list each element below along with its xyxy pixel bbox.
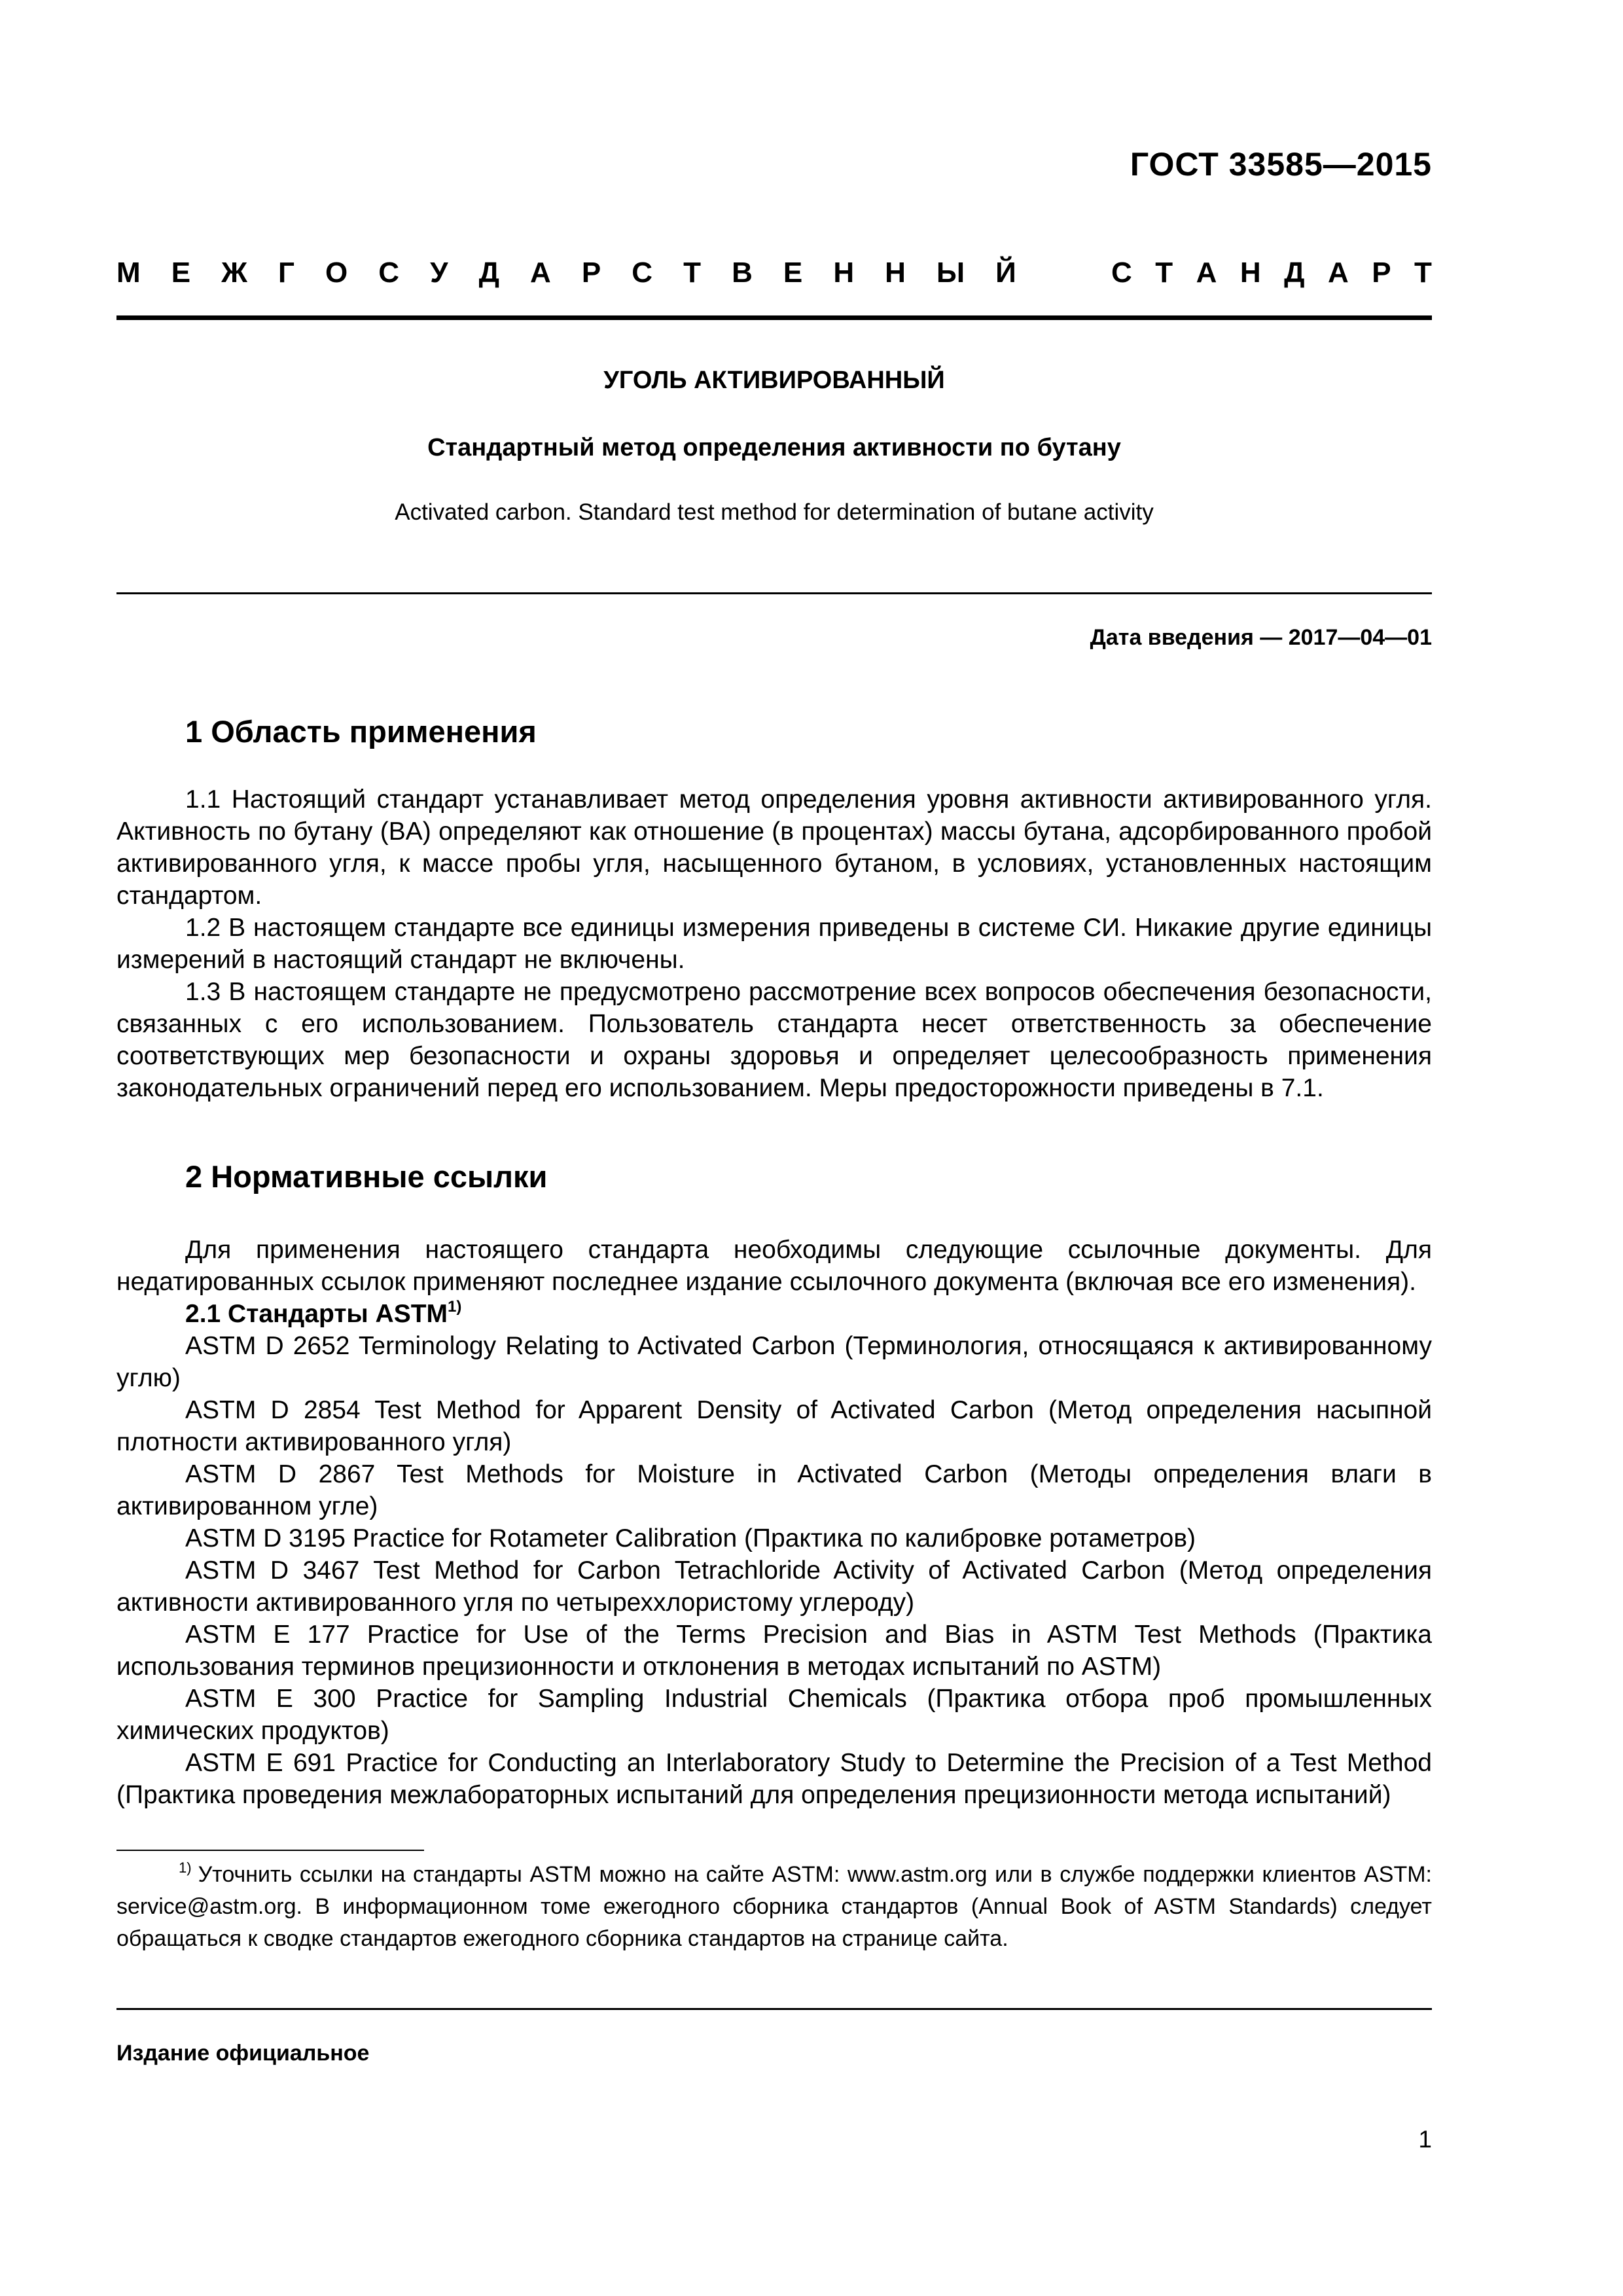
reference-item: ASTM E 691 Practice for Conducting an Interlaboratory Study to Determine the Precision of a Test Method (Практика проведения межлабораторных испытаний для определения прецизионности метода испытаний) (116, 1749, 1432, 1809)
banner-letter: С (1111, 257, 1132, 289)
footnote-separator (116, 1850, 424, 1851)
reference-item: ASTM D 2652 Terminology Relating to Activated Carbon (Терминология, относящаяся к активированному углю) (116, 1332, 1432, 1392)
banner-word-standard (1111, 257, 1432, 289)
paragraph-1-3: 1.3 В настоящем стандарте не предусмотрено рассмотрение всех вопросов обеспечения безопасности, связанных с его использованием. Пользователь стандарта несет ответственность за обеспечение соответствующих мер безопасности и охраны здоровья и определяет целесообразность применения законодательных ограничений перед его использованием. Меры предосторожности приведены в 7.1. (116, 978, 1432, 1102)
document-title: УГОЛЬ АКТИВИРОВАННЫЙ (603, 367, 945, 394)
section-2-body (116, 1234, 1432, 1811)
banner-word-interstate (116, 257, 1016, 289)
header-divider (116, 315, 1432, 320)
banner-letter: Н (1240, 257, 1261, 289)
reference-item: ASTM E 300 Practice for Sampling Industrial Chemicals (Практика отбора проб промышленных химических продуктов) (116, 1685, 1432, 1745)
subsection-2-1-heading (116, 1298, 1432, 1330)
footnote-text-block (116, 1859, 1432, 1955)
banner-letter: Г (277, 257, 294, 289)
banner-letter: Т (683, 257, 701, 289)
banner-letter: Д (1284, 257, 1305, 289)
paragraph-1-2: 1.2 В настоящем стандарте все единицы измерения приведены в системе СИ. Никакие другие единицы измерений в настоящий стандарт не включены. (116, 914, 1432, 974)
title-divider (116, 592, 1432, 594)
document-title-english: Activated carbon. Standard test method for determination of butane activity (395, 499, 1154, 525)
banner-letter: Ы (936, 257, 965, 289)
banner-letter: У (430, 257, 448, 289)
banner-letter: Е (171, 257, 191, 289)
banner-letter: О (325, 257, 348, 289)
footnote-marker: 1) (179, 1859, 192, 1876)
reference-item: ASTM D 2867 Test Methods for Moisture in Activated Carbon (Методы определения влаги в активированном угле) (116, 1460, 1432, 1520)
banner-letter: С (632, 257, 653, 289)
banner-letter: Д (478, 257, 499, 289)
page-number: 1 (1418, 2126, 1432, 2153)
subsection-2-1-title: 2.1 Стандарты ASTM (185, 1300, 448, 1328)
banner-letter: С (378, 257, 400, 289)
reference-item: ASTM E 177 Practice for Use of the Terms Precision and Bias in ASTM Test Methods (Практика использования терминов прецизионности и отклонения в методах испытаний по ASTM) (116, 1621, 1432, 1681)
banner-letter: Н (885, 257, 906, 289)
banner-letter: Р (581, 257, 601, 289)
reference-item: ASTM D 2854 Test Method for Apparent Density of Activated Carbon (Метод определения насыпной плотности активированного угля) (116, 1396, 1432, 1456)
banner-letter: А (1327, 257, 1349, 289)
section-2-heading: 2 Нормативные ссылки (185, 1159, 548, 1194)
banner-letter: В (732, 257, 753, 289)
banner-letter: Н (833, 257, 855, 289)
banner-letter: А (1196, 257, 1217, 289)
paragraph-1-1: 1.1 Настоящий стандарт устанавливает метод определения уровня активности активированного угля. Активность по бутану (BA) определяют как отношение (в процентах) массы бутана, адсорбированного пробой активированного угля, к массе пробы угля, насыщенного бутаном, в условиях, установленных настоящим стандартом. (116, 785, 1432, 910)
footnote (116, 1859, 1432, 1955)
banner-letter: Т (1155, 257, 1173, 289)
edition-label: Издание официальное (116, 2041, 370, 2066)
section-1-body (116, 783, 1432, 1104)
footnote-ref: 1) (448, 1298, 462, 1316)
introduction-date: Дата введения — 2017—04—01 (1090, 625, 1432, 650)
banner-letter: Р (1372, 257, 1391, 289)
banner-letter: Т (1414, 257, 1432, 289)
section-1-heading: 1 Область применения (185, 714, 537, 749)
document-subtitle: Стандартный метод определения активности по бутану (427, 434, 1121, 461)
reference-item: ASTM D 3467 Test Method for Carbon Tetrachloride Activity of Activated Carbon (Метод определения активности активированного угля по четыреххлористому углероду) (116, 1556, 1432, 1617)
banner-letter: А (530, 257, 551, 289)
footnote-text: Уточнить ссылки на стандарты ASTM можно на сайте ASTM: www.astm.org или в службе поддержки клиентов ASTM: service@astm.org. В информационном томе ежегодного сборника стандартов (Annual Book of ASTM Standards) следует обращаться к сводке стандартов ежегодного сборника стандартов на странице сайта. (116, 1862, 1432, 1951)
footer-divider (116, 2008, 1432, 2010)
banner-letter: Ж (221, 257, 247, 289)
document-number: ГОСТ 33585—2015 (1130, 146, 1432, 183)
banner-letter: Е (783, 257, 803, 289)
banner-letter: М (116, 257, 141, 289)
banner-letter: Й (995, 257, 1016, 289)
section-2-intro: Для применения настоящего стандарта необходимы следующие ссылочные документы. Для недатированных ссылок применяют последнее издание ссылочного документа (включая все его изменения). (116, 1236, 1432, 1296)
reference-item: ASTM D 3195 Practice for Rotameter Calibration (Практика по калибровке ротаметров) (185, 1524, 1196, 1552)
standard-type-banner (116, 257, 1432, 289)
